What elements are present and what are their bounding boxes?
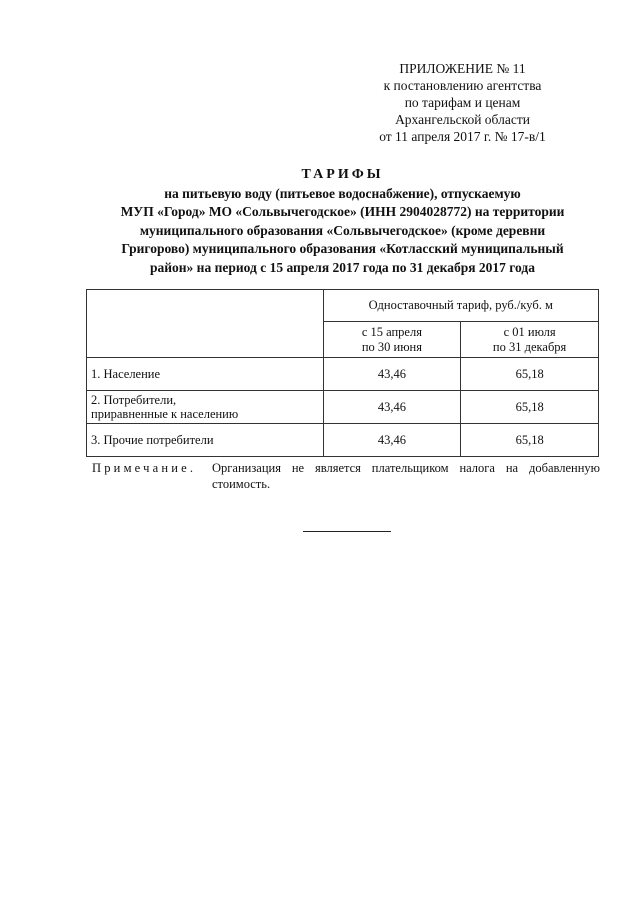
row-label-text: 3. Прочие потребители: [91, 433, 214, 447]
row-value-period-1: 43,46: [323, 358, 461, 391]
period-2-end: по 31 декабря: [492, 339, 567, 354]
document-title: [70, 166, 615, 277]
row-label-text: 1. Население: [91, 367, 161, 381]
title-line-2: МУП «Город» МО «Сольвычегодское» (ИНН 2904028772) на территории: [120, 204, 565, 219]
table-header-row: [87, 290, 599, 322]
row-value-period-1: 43,46: [323, 424, 461, 457]
table-row: [87, 424, 599, 457]
title-line-4: Григорово) муниципального образования «Котласский муниципальный: [121, 241, 564, 256]
footnote-text: Организация не является плательщиком налога на добавленную стоимость.: [212, 461, 600, 491]
appendix-header: [355, 60, 570, 145]
period-1-start: с 15 апреля: [361, 324, 422, 339]
row-label: [87, 424, 324, 457]
row-value-period-1: 43,46: [323, 391, 461, 424]
row-label-text: 2. Потребители,: [91, 393, 177, 407]
appendix-line-4: Архангельской области: [395, 112, 530, 127]
period-2-header: [461, 322, 599, 358]
title-line-1: на питьевую воду (питьевое водоснабжение), отпускаемую: [164, 185, 521, 201]
table-row: [87, 358, 599, 391]
row-label: [87, 391, 324, 424]
row-label: [87, 358, 324, 391]
end-divider: [303, 531, 391, 532]
row-value-period-2: 65,18: [461, 358, 599, 391]
period-1-end: по 30 июня: [361, 339, 422, 354]
appendix-line-3: по тарифам и ценам: [404, 95, 521, 110]
row-label-text-2: приравненные к населению: [91, 407, 239, 421]
appendix-line-2: к постановлению агентства: [383, 78, 542, 93]
table-corner-cell: [87, 290, 324, 358]
row-value-period-2: 65,18: [461, 424, 599, 457]
tariff-table: [86, 289, 599, 457]
appendix-number: ПРИЛОЖЕНИЕ № 11: [399, 61, 526, 76]
title-line-5: район» на период с 15 апреля 2017 года по 31 декабря 2017 года: [149, 259, 535, 275]
title-main: ТАРИФЫ: [301, 167, 384, 182]
period-1-header: [323, 322, 461, 358]
tariff-header: Одноставочный тариф, руб./куб. м: [323, 290, 598, 322]
period-2-start: с 01 июля: [503, 324, 556, 339]
title-line-3: муниципального образования «Сольвычегодское» (кроме деревни: [139, 222, 546, 238]
row-value-period-2: 65,18: [461, 391, 599, 424]
table-row: [87, 391, 599, 424]
footnote-label: Примечание.: [92, 461, 197, 475]
appendix-date: от 11 апреля 2017 г. № 17-в/1: [379, 129, 546, 144]
